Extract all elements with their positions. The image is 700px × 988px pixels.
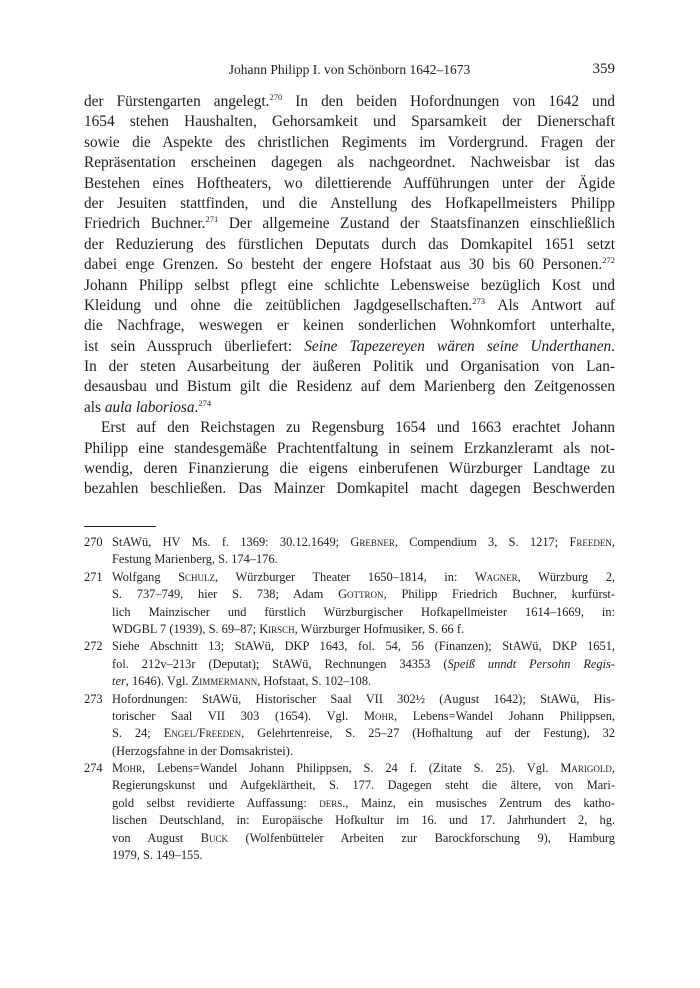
footnote-line: StAWü, HV Ms. f. 1369: 30.12.1649; Grebner, Compendium 3, S. 1217; Freeden, <box>112 535 615 549</box>
footnote-ref: 274 <box>198 397 212 408</box>
footnote-ref: 270 <box>269 92 283 102</box>
body-line: wendig, deren Finanzierung die eigens einberufenen Würzburger Landtage zu <box>84 460 615 478</box>
body-line: Kleidung und ohne die zeitüblichen Jagdgesellschaften.$^{273}$ Als Antwort auf <box>84 295 615 314</box>
body-line: In der steten Ausarbeitung der äußeren Politik und Organisation von Lan- <box>84 358 615 376</box>
body-line: Friedrich Buchner.$^{271}$ Der allgemeine Zustand der Staatsfinanzen einschließlich <box>84 214 615 233</box>
footnote-line: Siehe Abschnitt 13; StAWü, DKP 1643, fol. 54, 56 (Finanzen); StAWü, DKP 1651, <box>112 639 615 654</box>
footnote-divider <box>84 526 156 527</box>
body-line: der Jesuiten stattfinden, und die Anstellung des Hofkapellmeisters Philipp <box>84 194 615 212</box>
body-line: die Nachfrage, weswegen er keinen sonderlichen Wohnkomfort unterhalte, <box>84 317 615 335</box>
body-line: der Fürstengarten angelegt.$^{270}$ In den beiden Hofordnungen von 1642 und <box>84 92 615 110</box>
running-header <box>84 62 615 82</box>
footnote-line: ter, 1646). Vgl. Zimmermann, Hofstaat, S. 102–108. <box>112 674 372 689</box>
footnote-line: (Herzogsfahne in der Domsakristei). <box>112 743 293 758</box>
footnote-line: lich Mainzischer und fürstlich Würzburgischer Hofkapellmeister 1614–1669, in: <box>112 604 615 619</box>
footnote <box>84 760 615 864</box>
running-title: Johann Philipp I. von Schönborn 1642–1673 <box>228 62 471 77</box>
footnote-ref: 273 <box>472 295 485 306</box>
footnote-line: fol. 212v–213r (Deputat); StAWü, Rechnungen 34353 (Speiß unndt Persohn Regis- <box>112 656 615 671</box>
footnote <box>84 691 615 761</box>
footnote-line: Festung Marienberg, S. 174–176. <box>112 552 278 567</box>
body-line: ist sein Ausspruch überliefert: Seine Tapezereyen wären seine Underthanen. <box>84 337 615 355</box>
footnote-line: lischen Deutschland, in: Europäische Hofkultur im 16. und 17. Jahrhundert 2, hg. <box>112 813 615 828</box>
footnote-number: 271 <box>84 569 103 584</box>
body-line: der Reduzierung des fürstlichen Deputats durch das Domkapitel 1651 setzt <box>84 235 615 253</box>
footnote-number: 270 <box>84 535 103 549</box>
body-line: Repräsentation erscheinen dagegen als nachgeordnet. Nachweisbar ist das <box>84 154 615 172</box>
footnote-line: WDGBL 7 (1939), S. 69–87; Kirsch, Würzburger Hofmusiker, S. 66 f. <box>112 621 465 636</box>
body-text <box>84 92 615 500</box>
body-line: bezahlen beschließen. Das Mainzer Domkapitel macht dagegen Beschwerden <box>84 480 615 498</box>
footnote-line: Hofordnungen: StAWü, Historischer Saal VII 302½ (August 1642); StAWü, His- <box>112 691 615 706</box>
body-line: als aula laboriosa.$^{274}$ <box>84 397 212 416</box>
quote-italic: Seine Tapezereyen wären seine Underthanen <box>304 337 612 355</box>
footnote-line: 1979, S. 149–155. <box>112 848 203 863</box>
footnote-line: torischer Saal VII 303 (1654). Vgl. Mohr, Lebens=Wandel Johann Philippsen, <box>112 708 616 723</box>
body-line: sowie die Aspekte des christlichen Regiments im Vordergrund. Fragen der <box>84 133 615 151</box>
footnote-ref: 272 <box>602 255 615 266</box>
body-line: desausbau und Bistum gilt die Residenz auf dem Marienberg den Zeitgenossen <box>84 378 615 396</box>
footnote-line: S. 737–749, hier S. 738; Adam Gottron, Philipp Friedrich Buchner, kurfürst- <box>112 587 615 602</box>
footnote-line: Mohr, Lebens=Wandel Johann Philippsen, S. 24 f. (Zitate S. 25). Vgl. Marigold, <box>112 761 615 776</box>
body-line: Erst auf den Reichstagen zu Regensburg 1654 und 1663 erachtet Johann <box>101 419 615 437</box>
footnote-line: Regierungskunst und Aufgeklärtheit, S. 177. Dagegen steht die ältere, von Mari- <box>112 778 615 793</box>
footnote-line: von August Buck (Wolfenbütteler Arbeiten zur Barockforschung 9), Hamburg <box>112 830 615 845</box>
footnote <box>84 638 615 690</box>
body-line: Philipp eine standesgemäße Prachtentfaltung in seinem Erzkanzleramt als not- <box>84 439 615 457</box>
footnote-ref: 271 <box>205 214 219 225</box>
footnote-number: 272 <box>84 639 103 654</box>
page-number: 359 <box>592 61 615 77</box>
footnotes <box>84 534 615 864</box>
footnote-line: S. 24; Engel/Freeden, Gelehrtenreise, S. 25–27 (Hofhaltung auf der Festung), 32 <box>112 726 615 741</box>
term-italic: aula laboriosa <box>104 398 195 416</box>
body-line: dabei enge Grenzen. So besteht der engere Hofstaat aus 30 bis 60 Personen.$^{272}$ <box>84 255 615 274</box>
footnote-number: 273 <box>84 691 103 706</box>
footnote-line: Wolfgang Schulz, Würzburger Theater 1650–1814, in: Wagner, Würzburg 2, <box>112 569 615 584</box>
footnote <box>84 569 615 639</box>
body-line: 1654 stehen Haushalten, Gehorsamkeit und Sparsamkeit der Dienerschaft <box>84 113 615 131</box>
footnote <box>84 534 615 569</box>
body-line: Johann Philipp selbst pflegt eine schlichte Lebensweise bezüglich Kost und <box>84 276 615 294</box>
body-line: Bestehen eines Hoftheaters, wo dilettierende Aufführungen unter der Ägide <box>84 174 615 192</box>
footnote-number: 274 <box>84 761 103 776</box>
footnote-line: gold selbst revidierte Auffassung: ders., Mainz, ein musisches Zentrum des katho- <box>112 795 615 810</box>
